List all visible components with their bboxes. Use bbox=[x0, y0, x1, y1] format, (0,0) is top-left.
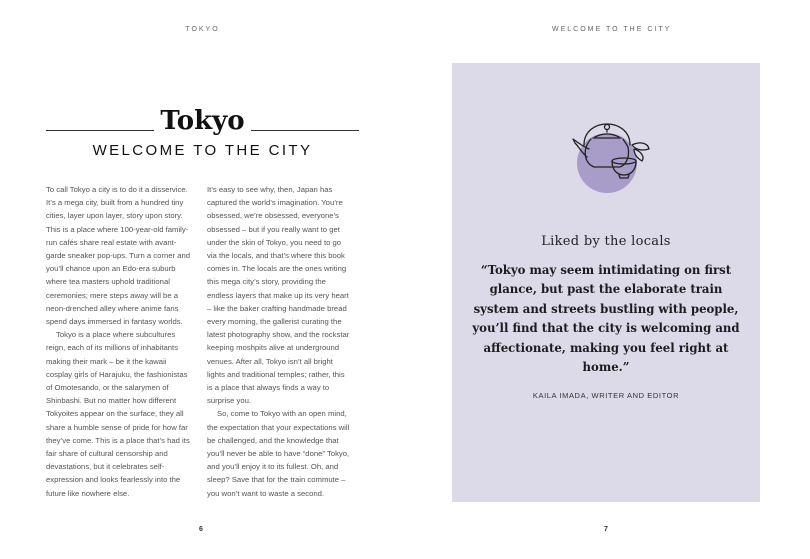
page-subtitle: WELCOME TO THE CITY bbox=[92, 142, 313, 159]
running-head: TOKYO bbox=[185, 26, 220, 33]
page-number: 6 bbox=[199, 526, 203, 533]
pull-quote: “Tokyo may seem intimidating on first glance, but past the elaborate train system and streets bustling with people, you’ll find that the city is welcoming and affectionate, making you feel right at home.” bbox=[472, 263, 740, 375]
page-title bbox=[46, 104, 359, 138]
paragraph: To call Tokyo a city is to do it a disservice. It’s a mega city, built from a hundred tiny cities, layer upon layer, story upon story. This is a place where 100-year-old family-run cafés share real estate with avant-garde sneaker pop-ups. Turn a corner and you’ll chance upon an Edo-era suburb where tea masters uphold traditional ceremonies; mere steps away will be a neon-drenched alley where anime fans spend days immersed in fantasy worlds. bbox=[46, 185, 191, 327]
body-column-2 bbox=[207, 183, 352, 500]
page-title-text: Tokyo bbox=[154, 106, 250, 136]
quote-panel bbox=[452, 63, 760, 502]
panel-heading: Liked by the locals bbox=[541, 234, 671, 249]
paragraph: It’s easy to see why, then, Japan has captured the world’s imagination. You’re obsessed, we’re obsessed, everyone’s obsessed – but if you really want to get under the skin of Tokyo, you need to go via the locals, and that’s where this book comes in. The locals are the ones writing this mega city’s story, providing the endless layers that make up its very heart – like the baker crafting handmade bread every morning, the gallerist curating the latest photography show, and the rockstar keeping moshpits alive at underground venues. After all, Tokyo isn’t all bright lights and traditional temples; rather, this is a place that always finds a way to surprise you. bbox=[207, 185, 350, 406]
quote-attribution: KAILA IMADA, WRITER AND EDITOR bbox=[532, 391, 680, 400]
teapot-teacup-icon bbox=[562, 105, 652, 195]
right-page bbox=[405, 0, 810, 559]
title-block bbox=[46, 104, 359, 159]
page-number: 7 bbox=[604, 526, 608, 533]
running-head: WELCOME TO THE CITY bbox=[552, 26, 672, 33]
paragraph: So, come to Tokyo with an open mind, the expectation that your expectations will be challenged, and the knowledge that you’ll never be able to have “done” Tokyo, and you’ll enjoy it to its fullest. Oh, and sleep? Save that for the train commute – you won’t want to waste a second. bbox=[207, 409, 350, 498]
body-column-1 bbox=[46, 183, 191, 500]
paragraph: Tokyo is a place where subcultures reign, each of its millions of inhabitants making their mark – be it the kawaii cosplay girls of Harajuku, the fashionistas of Omotesando, or the salarymen of Shinbashi. But no matter how different Tokyoites appear on the surface, they all share a humble sense of pride for how far they’ve come. This is a place that’s had its fair share of cultural censorship and devastations, but it celebrates self-expression and looks fearlessly into the future like nowhere else. bbox=[46, 330, 190, 498]
